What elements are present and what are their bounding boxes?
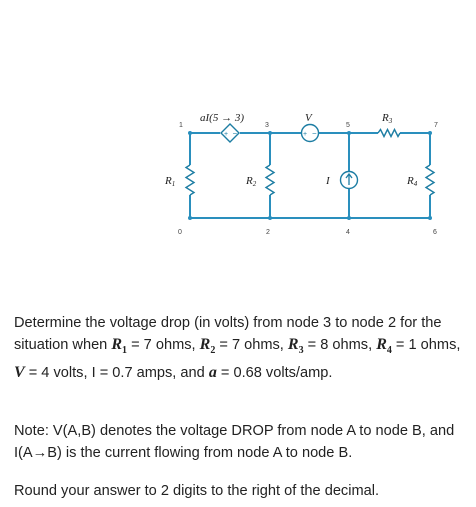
var-r1-main: R: [111, 336, 123, 353]
node-label-7: 7: [434, 122, 438, 129]
dep-source-plus: +: [224, 131, 229, 138]
var-r3: [287, 336, 304, 357]
dependent-source: [221, 124, 239, 142]
var-r3-sub: 3: [298, 345, 304, 357]
var-r1: [111, 336, 128, 357]
node-label-2: 2: [266, 229, 270, 236]
problem-paragraph: [14, 312, 464, 384]
dep-source-minus: −: [232, 129, 238, 138]
resistor-r2: [266, 165, 274, 195]
v-source-plus: +: [303, 131, 308, 138]
var-r3-main: R: [287, 336, 299, 353]
rounding-instruction: Round your answer to 2 digits to the right of the decimal.: [14, 483, 380, 499]
var-a: a: [208, 364, 217, 382]
var-v: V: [14, 364, 25, 382]
var-r4: [376, 336, 392, 357]
resistor-r3: [378, 130, 400, 137]
value-a: = 0.68 volts/amp.: [216, 365, 333, 382]
label-r1: [164, 175, 175, 188]
label-r3-sub: 3: [388, 117, 393, 125]
node-dots: [188, 131, 432, 220]
label-r4: [406, 175, 418, 188]
label-r4-main: R: [407, 175, 414, 187]
value-r1: = 7 ohms,: [127, 337, 200, 353]
label-r4-sub: 4: [413, 180, 418, 188]
problem-intro: Determine the voltage drop (in volts) from node 3 to node 2 for the situation when: [14, 315, 442, 353]
node-label-0: 0: [178, 229, 182, 236]
node-dot-7: [428, 131, 432, 135]
problem-statement: [14, 312, 464, 384]
node-label-3: 3: [265, 122, 269, 129]
var-r1-sub: 1: [122, 345, 128, 357]
var-r4-sub: 4: [386, 345, 392, 357]
value-v: = 4 volts, I = 0.7 amps, and: [24, 365, 209, 382]
node-dot-0: [188, 216, 192, 220]
voltage-source: [302, 125, 319, 142]
node-label-4: 4: [346, 229, 350, 236]
var-r2-sub: 2: [210, 345, 216, 357]
label-r2-sub: 2: [252, 180, 257, 188]
node-label-5: 5: [346, 122, 350, 129]
label-r1-main: R: [165, 175, 172, 187]
node-dot-5: [347, 131, 351, 135]
node-dot-6: [428, 216, 432, 220]
node-label-6: 6: [433, 229, 437, 236]
node-dot-2: [268, 216, 272, 220]
label-i: I: [326, 175, 330, 187]
node-dot-4: [347, 216, 351, 220]
note-paragraph: Note: V(A,B) denotes the voltage DROP from node A to node B, and I(A→B) is the current flowing from node A to node B.: [14, 423, 455, 461]
var-r4-main: R: [376, 336, 387, 353]
label-v: V: [305, 112, 312, 124]
label-r3-main: R: [382, 112, 389, 124]
value-r3: = 8 ohms,: [303, 337, 377, 353]
node-label-1: 1: [179, 122, 183, 129]
node-dot-3: [268, 131, 272, 135]
value-r2: = 7 ohms,: [215, 337, 288, 353]
label-r2: [245, 175, 257, 188]
label-r2-main: R: [246, 175, 253, 187]
var-r2-main: R: [199, 336, 211, 353]
value-r4: = 1 ohms,: [391, 337, 461, 353]
label-r3: [381, 112, 393, 125]
label-r1-sub: 1: [171, 180, 176, 188]
node-dot-1: [188, 131, 192, 135]
v-source-minus: −: [312, 129, 317, 138]
resistor-r4: [426, 165, 434, 195]
var-r2: [199, 336, 216, 357]
resistor-r1: [186, 165, 194, 195]
circuit-wires: [190, 133, 430, 218]
label-dep-source: aI(5 → 3): [200, 112, 244, 124]
current-source: [341, 172, 358, 189]
